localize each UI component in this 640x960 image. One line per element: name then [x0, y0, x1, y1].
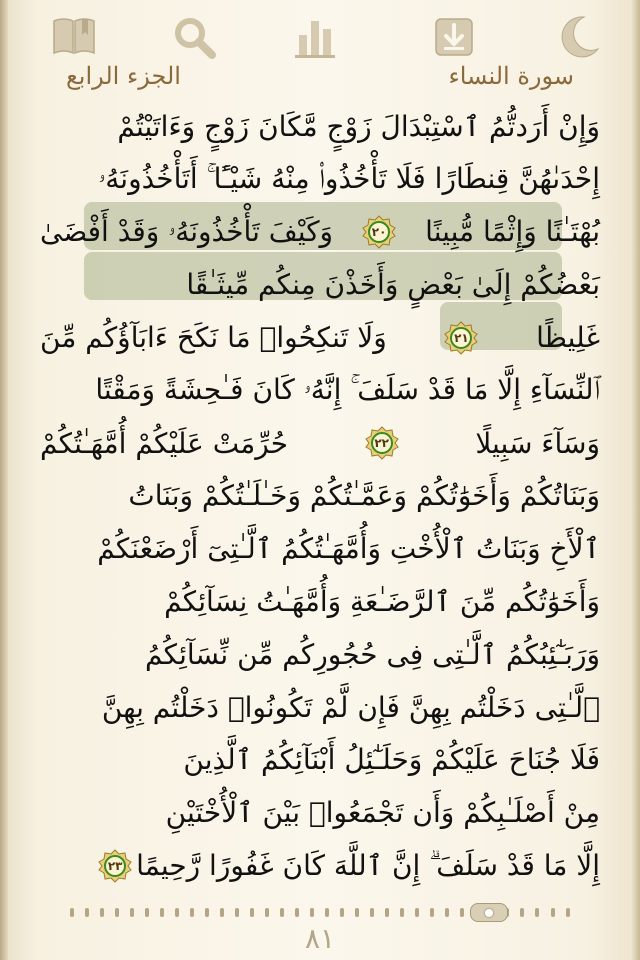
scrubber-tick — [310, 908, 314, 917]
scrubber-tick — [145, 908, 149, 917]
ayah-number-marker[interactable] — [98, 849, 132, 883]
scrubber-tick — [400, 908, 404, 917]
scrubber-tick — [295, 908, 299, 917]
scrubber-tick — [280, 908, 284, 917]
verse-text: مِنْ أَصْلَـٰبِكُمْ وَأَن تَجْمَعُوا۟ بَيْنَ ٱلْأُخْتَيْنِ — [165, 796, 600, 830]
download-icon — [430, 13, 478, 61]
verse-line[interactable] — [40, 681, 600, 734]
juz-name: الجزء الرابع — [66, 62, 181, 90]
scrubber-tick — [205, 908, 209, 917]
verse-text: بَعْضُكُمْ إِلَىٰ بَعْضٍ وَأَخَذْنَ مِنكُم مِّيثَـٰقًا — [186, 268, 600, 302]
verse-text: وَكَيْفَ تَأْخُذُونَهُۥ وَقَدْ أَفْضَىٰ — [40, 214, 334, 248]
search-icon — [170, 13, 218, 61]
scrubber-tick — [70, 908, 74, 917]
verse-text: ٱلَّـٰتِى دَخَلْتُم بِهِنَّ فَإِن لَّمْ تَكُونُوا۟ دَخَلْتُم بِهِنَّ — [101, 690, 600, 724]
verse-line[interactable] — [40, 311, 600, 364]
scrubber-tick — [551, 908, 555, 917]
ayah-number: ٢٢ — [374, 436, 390, 451]
scrubber-tick — [220, 908, 224, 917]
scrubber-tick — [115, 908, 119, 917]
verse-line[interactable] — [40, 417, 600, 470]
scrubber-tick — [340, 908, 344, 917]
ayah-number: ٢١ — [454, 330, 469, 345]
verse-text: حُرِّمَتْ عَلَيْكُمْ أُمَّهَـٰتُكُمْ — [40, 426, 289, 460]
scrubber-tick — [535, 908, 539, 917]
ayah-number-marker[interactable] — [362, 215, 396, 249]
verse-line[interactable] — [40, 258, 600, 311]
scrubber-tick — [430, 908, 434, 917]
verse-text: إِحْدَىٰهُنَّ قِنطَارًا فَلَا تَأْخُذُوا۟ مِنْهُ شَيْـًٔا ۚ أَتَأْخُذُونَهُۥ — [98, 162, 600, 196]
verse-line[interactable] — [40, 206, 600, 259]
night-mode-button[interactable] — [548, 10, 608, 64]
ayah-number: ٢٣ — [107, 858, 123, 873]
scrubber-tick — [130, 908, 134, 917]
verse-text: وَلَا تَنكِحُوا۟ مَا نَكَحَ ءَابَآؤُكُم مِّنَ — [40, 321, 387, 355]
verse-text: وَأَخَوَٰتُكُم مِّنَ ٱلرَّضَـٰعَةِ وَأُمَّهَـٰتُ نِسَآئِكُمْ — [164, 585, 600, 619]
verse-line[interactable] — [40, 522, 600, 575]
scrubber-tick — [85, 908, 89, 917]
verse-text: وَسَآءَ سَبِيلًا — [475, 426, 600, 460]
scrubber-tick — [460, 908, 464, 917]
scrubber-tick — [250, 908, 254, 917]
page-stack-edge — [630, 0, 640, 960]
scrubber-tick — [265, 908, 269, 917]
verse-text: وَرَبَـٰٓئِبُكُمُ ٱلَّـٰتِى فِى حُجُورِكُم مِّن نِّسَآئِكُمُ — [144, 637, 600, 671]
verse-text: وَإِنْ أَرَدتُّمُ ٱسْتِبْدَالَ زَوْجٍ مَّكَانَ زَوْجٍ وَءَاتَيْتُمْ — [117, 109, 600, 143]
verse-text: إِلَّا مَا قَدْ سَلَفَ ۗ إِنَّ ٱللَّهَ كَانَ غَفُورًا رَّحِيمًا — [136, 848, 600, 882]
verse-text: فَلَا جُنَاحَ عَلَيْكُمْ وَحَلَـٰٓئِلُ أَبْنَآئِكُمُ ٱلَّذِينَ — [183, 743, 600, 777]
verse-line[interactable] — [40, 153, 600, 206]
scrubber-tick — [355, 908, 359, 917]
page-binding-edge — [0, 0, 8, 960]
verse-line[interactable] — [40, 100, 600, 153]
scrubber-tick — [566, 908, 570, 917]
surah-name: سورة النساء — [448, 62, 574, 90]
verse-text: ٱلْأَخِ وَبَنَاتُ ٱلْأُخْتِ وَأُمَّهَـٰتُكُمُ ٱلَّـٰتِىٓ أَرْضَعْنَكُمْ — [97, 532, 600, 566]
ayah-number-marker[interactable] — [365, 426, 399, 460]
scrubber-tick — [325, 908, 329, 917]
verse-text: غَلِيظًا — [536, 321, 600, 355]
verse-line[interactable] — [40, 470, 600, 523]
scrubber-tick — [175, 908, 179, 917]
scrubber-tick — [415, 908, 419, 917]
night-mode-icon — [554, 13, 602, 61]
verse-text: وَبَنَاتُكُمْ وَأَخَوَٰتُكُمْ وَعَمَّـٰتُكُمْ وَخَـٰلَـٰتُكُمْ وَبَنَاتُ — [128, 479, 600, 513]
page-scrubber-thumb[interactable] — [470, 903, 508, 922]
bookmarks-icon — [50, 13, 98, 61]
verse-line[interactable] — [40, 734, 600, 787]
stats-icon — [291, 13, 339, 61]
verse-line[interactable] — [40, 364, 600, 417]
verse-line[interactable] — [40, 786, 600, 839]
toolbar — [0, 10, 640, 64]
scrubber-tick — [370, 908, 374, 917]
verse-line[interactable] — [40, 839, 600, 892]
verse-text-block[interactable] — [40, 100, 600, 892]
scrubber-tick — [190, 908, 194, 917]
scrubber-tick — [445, 908, 449, 917]
scrubber-tick — [100, 908, 104, 917]
download-button[interactable] — [424, 10, 484, 64]
page-number: ٨١ — [304, 922, 336, 955]
stats-button[interactable] — [285, 10, 345, 64]
scrubber-tick — [160, 908, 164, 917]
verse-line[interactable] — [40, 628, 600, 681]
scrubber-tick — [235, 908, 239, 917]
bookmarks-button[interactable] — [44, 10, 104, 64]
verse-line[interactable] — [40, 575, 600, 628]
verse-text: ٱلنِّسَآءِ إِلَّا مَا قَدْ سَلَفَ ۚ إِنَّهُۥ كَانَ فَـٰحِشَةً وَمَقْتًا — [95, 373, 600, 407]
verse-text: بُهْتَـٰنًا وَإِثْمًا مُّبِينًا — [425, 215, 600, 249]
scrubber-tick — [385, 908, 389, 917]
search-button[interactable] — [164, 10, 224, 64]
ayah-number-marker[interactable] — [444, 321, 478, 355]
scrubber-tick — [520, 908, 524, 917]
ayah-number: ٢٠ — [371, 224, 387, 239]
